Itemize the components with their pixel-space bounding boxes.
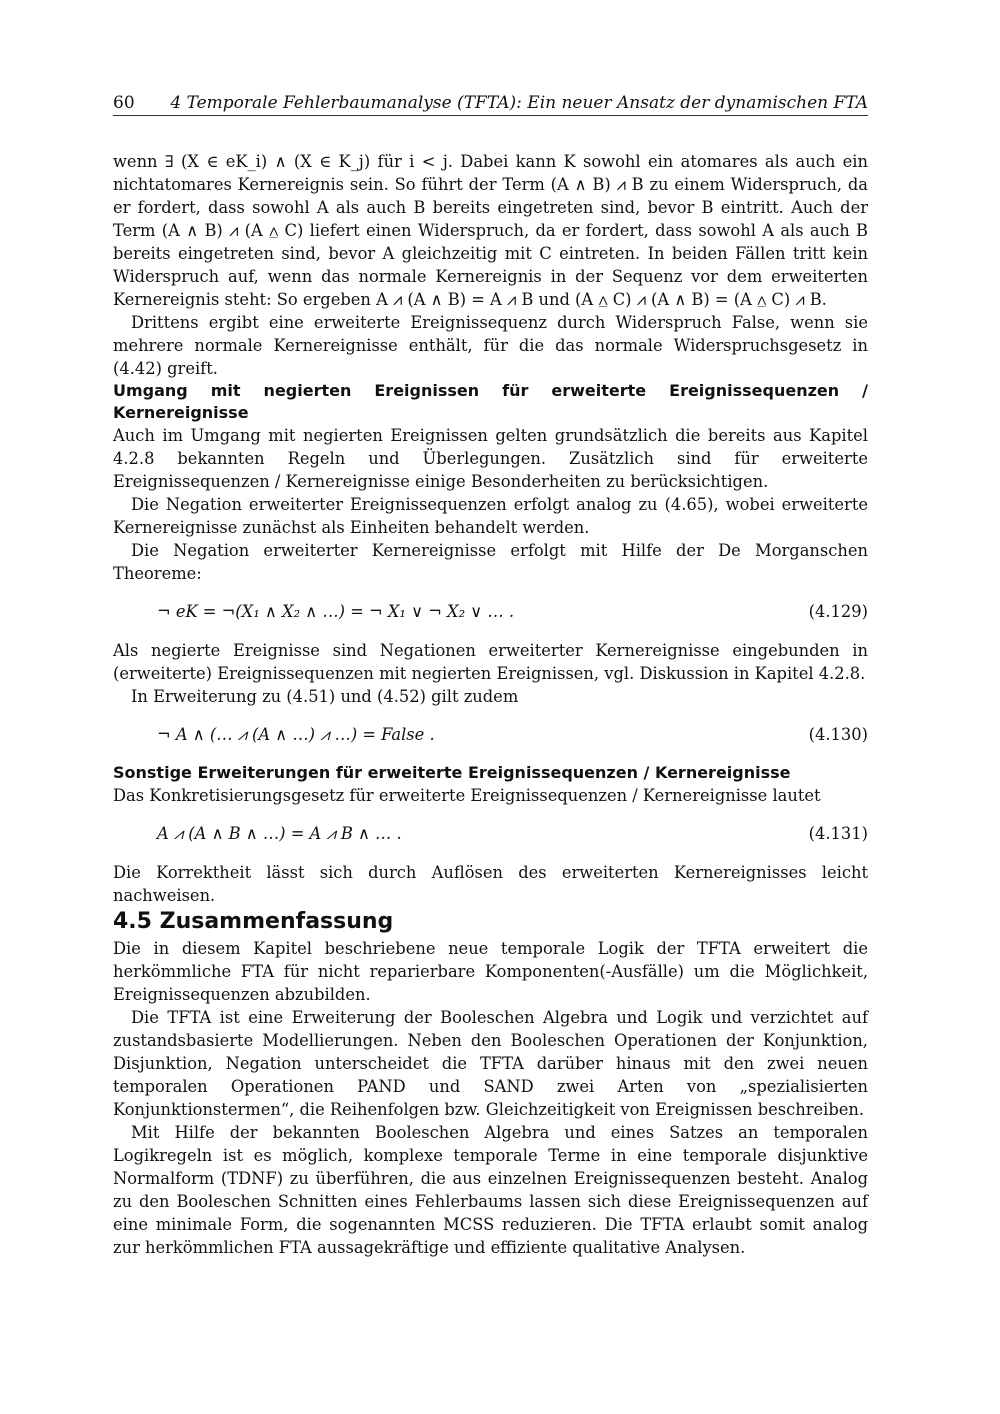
page-number: 60 <box>113 93 135 113</box>
equation-expression: A ⩘ (A ∧ B ∧ …) = A ⩘ B ∧ … . <box>157 824 402 843</box>
subsection-heading: Umgang mit negierten Ereignissen für erweiterte Ereignissequenzen / Kernereignisse <box>113 381 868 422</box>
paragraph: Drittens ergibt eine erweiterte Ereignissequenz durch Widerspruch False, wenn sie mehrere normale Kernereignisse enthält, für die das normale Widerspruchsgesetz in (4.42) greift. <box>113 313 868 378</box>
paragraph: Das Konkretisierungsgesetz für erweiterte Ereignissequenzen / Kernereignisse lautet <box>113 786 821 805</box>
paragraph: Die TFTA ist eine Erweiterung der Booleschen Algebra und Logik und verzichtet auf zustandsbasierte Modellierungen. Neben den Booleschen Operationen der Konjunktion, Disjunktion, Negation unterscheidet die TFTA darüber hinaus mit den zwei neuen temporalen Operationen PAND und SAND zwei Arten von „spezialisierten Konjunktionstermen“, die Reihenfolgen bzw. Gleichzeitigkeit von Ereignissen beschreiben. <box>113 1008 868 1119</box>
paragraph: wenn ∃ (X ∈ eK_i) ∧ (X ∈ K_j) für i < j. Dabei kann K sowohl ein atomares als auch ein nichtatomares Kernereignis sein. So führt der Term (A ∧ B) ⩘ B zu einem Widerspruch, da er fordert, dass sowohl A als auch B bereits eingetreten sind, bevor B eintritt. Auch der Term (A ∧ B) ⩘ (A ⩟ C) liefert einen Widerspruch, da er fordert, dass sowohl A als auch B bereits eingetreten sind, bevor A gleichzeitig mit C eintreten. In beiden Fällen tritt kein Widerspruch auf, wenn das normale Kernereignis in der Sequenz vor dem erweiterten Kernereignis steht: So ergeben A ⩘ (A ∧ B) = A ⩘ B und (A ⩟ C) ⩘ (A ∧ B) = (A ⩟ C) ⩘ B. <box>113 152 868 309</box>
paragraph: Die in diesem Kapitel beschriebene neue temporale Logik der TFTA erweitert die herkömmliche FTA für nicht reparierbare Komponenten(-Ausfälle) um die Möglichkeit, Ereignissequenzen abzubilden. <box>113 939 868 1004</box>
equation-4-129 <box>113 595 868 629</box>
paragraph: Die Negation erweiterter Ereignissequenzen erfolgt analog zu (4.65), wobei erweiterte Kernereignisse zunächst als Einheiten behandelt werden. <box>113 495 868 537</box>
equation-4-130 <box>113 718 868 752</box>
running-title: 4 Temporale Fehlerbaumanalyse (TFTA): Ein neuer Ansatz der dynamischen FTA <box>170 93 868 113</box>
paragraph: Auch im Umgang mit negierten Ereignissen gelten grundsätzlich die bereits aus Kapitel 4.2.8 bekannten Regeln und Überlegungen. Zusätzlich sind für erweiterte Ereignissequenzen / Kernereignisse einige Besonderheiten zu berücksichtigen. <box>113 426 868 491</box>
equation-number: (4.131) <box>808 824 868 843</box>
equation-expression: ¬ eK = ¬(X₁ ∧ X₂ ∧ …) = ¬ X₁ ∨ ¬ X₂ ∨ … . <box>157 602 515 621</box>
equation-number: (4.130) <box>808 725 868 744</box>
paragraph: Als negierte Ereignisse sind Negationen erweiterter Kernereignisse eingebunden in (erweiterte) Ereignissequenzen mit negierten Ereignissen, vgl. Diskussion in Kapitel 4.2.8. <box>113 641 868 683</box>
subsection-heading: Sonstige Erweiterungen für erweiterte Ereignissequenzen / Kernereignisse <box>113 763 791 782</box>
page-body <box>113 150 868 1259</box>
equation-expression: ¬ A ∧ (… ⩘ (A ∧ …) ⩘ …) = False . <box>157 725 435 744</box>
equation-number: (4.129) <box>808 602 868 621</box>
equation-4-131 <box>113 817 868 851</box>
paragraph: Die Korrektheit lässt sich durch Auflösen des erweiterten Kernereignisses leicht nachweisen. <box>113 863 868 905</box>
paragraph: Die Negation erweiterter Kernereignisse erfolgt mit Hilfe der De Morganschen Theoreme: <box>113 541 868 583</box>
paragraph: Mit Hilfe der bekannten Booleschen Algebra und eines Satzes an temporalen Logikregeln ist es möglich, komplexe temporale Terme in eine temporale disjunktive Normalform (TDNF) zu überführen, die aus einzelnen Ereignissequenzen besteht. Analog zu den Booleschen Schnitten eines Fehlerbaums lassen sich diese Ereignissequenzen auf eine minimale Form, die sogenannten MCSS reduzieren. Die TFTA erlaubt somit analog zur herkömmlichen FTA aussagekräftige und effiziente qualitative Analysen. <box>113 1123 868 1257</box>
paragraph: In Erweiterung zu (4.51) und (4.52) gilt zudem <box>131 687 519 706</box>
page-header <box>113 91 868 116</box>
section-heading: 4.5 Zusammenfassung <box>113 909 394 934</box>
